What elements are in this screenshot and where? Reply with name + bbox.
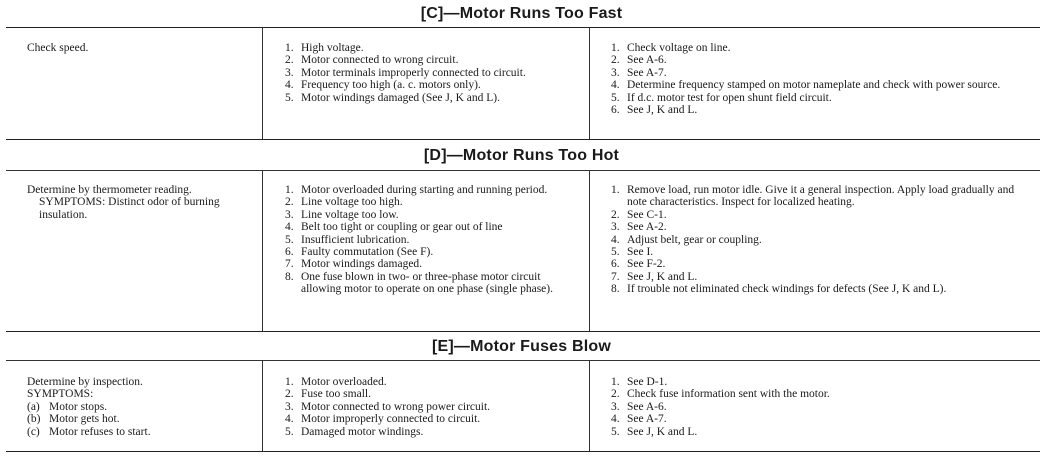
list-item <box>611 376 1026 388</box>
item-text: See A-6. <box>627 54 667 67</box>
item-number: 2. <box>611 54 620 67</box>
item-text: Belt too tight or coupling or gear out of line <box>301 221 503 234</box>
section-d-title-rule <box>6 170 1040 171</box>
causes-list <box>285 42 580 104</box>
item-number: 5. <box>611 91 620 104</box>
list-item <box>611 79 1026 91</box>
item-number: 6. <box>285 246 294 259</box>
item-text: Adjust belt, gear or coupling. <box>627 233 762 246</box>
item-number: 7. <box>611 270 620 283</box>
item-text: See J, K and L. <box>627 425 698 438</box>
item-number: 4. <box>285 413 294 426</box>
item-number: 2. <box>611 388 620 401</box>
item-number: 3. <box>611 221 620 234</box>
section-e-remedies-cell <box>611 376 1026 438</box>
section-d-causes-cell <box>285 184 580 296</box>
list-item <box>285 79 580 91</box>
section-c-top-rule <box>6 27 1040 28</box>
column-divider <box>262 28 263 139</box>
section-d-top-rule <box>6 139 1040 140</box>
list-item <box>285 67 580 79</box>
list-item <box>611 258 1026 270</box>
item-number: 8. <box>611 283 620 296</box>
item-number: 6. <box>611 258 620 271</box>
symptoms-text: SYMPTOMS: Distinct odor of burning insulation. <box>39 196 220 221</box>
item-number: 3. <box>285 66 294 79</box>
list-item <box>611 221 1026 233</box>
item-text: If d.c. motor test for open shunt field circuit. <box>627 91 832 104</box>
item-text: Motor windings damaged (See J, K and L). <box>301 91 500 104</box>
section-d-remedies-cell <box>611 184 1026 296</box>
item-number: 2. <box>611 208 620 221</box>
item-number: 3. <box>611 66 620 79</box>
remedies-list <box>611 42 1026 116</box>
list-item <box>611 426 1026 438</box>
section-c-remedies-cell <box>611 42 1026 116</box>
item-text: See A-2. <box>627 221 667 234</box>
remedies-list <box>611 184 1026 296</box>
item-text: Motor connected to wrong circuit. <box>301 54 459 67</box>
item-text: Motor windings damaged. <box>301 258 423 271</box>
list-item <box>611 413 1026 425</box>
item-text: Check fuse information sent with the motor. <box>627 388 830 401</box>
item-text: See A-7. <box>627 66 667 79</box>
item-number: 1. <box>285 42 294 54</box>
list-item <box>611 92 1026 104</box>
item-number: 5. <box>285 425 294 438</box>
item-text: See F-2. <box>627 258 666 271</box>
item-number: 5. <box>611 425 620 438</box>
list-item <box>285 271 580 296</box>
item-number: 3. <box>285 208 294 221</box>
item-number: 4. <box>611 413 620 426</box>
list-item <box>285 401 580 413</box>
list-item <box>285 246 580 258</box>
item-number: 4. <box>611 233 620 246</box>
item-text: See A-6. <box>627 400 667 413</box>
section-d-title: [D]—Motor Runs Too Hot <box>423 147 620 164</box>
item-text: Motor gets hot. <box>49 413 120 426</box>
item-number: (b) <box>27 413 41 426</box>
item-number: 5. <box>285 233 294 246</box>
item-number: 7. <box>285 258 294 271</box>
section-e-title: [E]—Motor Fuses Blow <box>431 338 612 355</box>
list-item <box>285 413 580 425</box>
check-text: Check speed. <box>27 42 89 54</box>
list-item <box>611 209 1026 221</box>
item-number: 5. <box>611 246 620 259</box>
list-item <box>611 42 1026 54</box>
section-e-check-cell <box>27 376 257 438</box>
item-number: 1. <box>285 184 294 196</box>
column-divider <box>262 361 263 451</box>
list-item <box>611 54 1026 66</box>
list-item <box>285 388 580 400</box>
item-number: 2. <box>285 54 294 67</box>
item-number: (a) <box>27 400 40 413</box>
item-text: See D-1. <box>627 376 668 388</box>
item-number: 8. <box>285 270 294 283</box>
item-number: (c) <box>27 425 40 438</box>
item-text: If trouble not eliminated check windings for defects (See J, K and L). <box>627 283 947 296</box>
item-text: See A-7. <box>627 413 667 426</box>
list-item <box>285 196 580 208</box>
item-text: See C-1. <box>627 208 667 221</box>
item-number: 4. <box>285 79 294 92</box>
list-item <box>611 234 1026 246</box>
list-item <box>611 184 1026 209</box>
item-text: Fuse too small. <box>301 388 371 401</box>
item-text: See I. <box>627 246 654 259</box>
check-text: Determine by inspection. <box>27 376 143 388</box>
list-item <box>285 234 580 246</box>
symptom-item <box>27 413 257 425</box>
item-text: Motor improperly connected to circuit. <box>301 413 481 426</box>
item-text: Frequency too high (a. c. motors only). <box>301 79 481 92</box>
item-text: Line voltage too low. <box>301 208 399 221</box>
symptoms-label: SYMPTOMS: <box>27 388 94 401</box>
section-c-check-cell <box>27 42 252 54</box>
item-number: 1. <box>611 376 620 388</box>
list-item <box>611 271 1026 283</box>
item-text: Motor refuses to start. <box>49 425 151 438</box>
column-divider <box>589 361 590 451</box>
item-text: See J, K and L. <box>627 270 698 283</box>
list-item <box>611 283 1026 295</box>
item-number: 2. <box>285 388 294 401</box>
symptom-item <box>27 426 257 438</box>
item-text: Line voltage too high. <box>301 196 403 209</box>
item-number: 3. <box>611 400 620 413</box>
symptom-item <box>27 401 257 413</box>
causes-list <box>285 376 580 438</box>
section-d-check-cell <box>27 184 257 221</box>
item-number: 1. <box>285 376 294 388</box>
item-number: 4. <box>611 79 620 92</box>
item-number: 4. <box>285 221 294 234</box>
item-number: 6. <box>611 104 620 117</box>
column-divider <box>589 28 590 139</box>
item-text: Motor overloaded. <box>301 376 387 388</box>
section-e-title-rule <box>6 360 1040 361</box>
item-text: Determine frequency stamped on motor nameplate and check with power source. <box>627 79 1001 92</box>
list-item <box>285 426 580 438</box>
check-text: Determine by thermometer reading. <box>27 184 192 196</box>
item-text: One fuse blown in two- or three-phase motor circuit allowing motor to operate on one phase (single phase). <box>301 270 553 296</box>
list-item <box>611 104 1026 116</box>
section-e-causes-cell <box>285 376 580 438</box>
item-text: High voltage. <box>301 42 364 54</box>
item-number: 1. <box>611 184 620 196</box>
list-item <box>285 54 580 66</box>
item-number: 2. <box>285 196 294 209</box>
list-item <box>611 401 1026 413</box>
list-item <box>611 67 1026 79</box>
item-number: 5. <box>285 91 294 104</box>
item-text: Damaged motor windings. <box>301 425 424 438</box>
column-divider <box>589 171 590 331</box>
list-item <box>285 209 580 221</box>
item-number: 1. <box>611 42 620 54</box>
section-e-top-rule <box>6 331 1040 332</box>
item-text: Motor terminals improperly connected to circuit. <box>301 66 526 79</box>
section-e-bottom-rule <box>6 451 1040 452</box>
section-c-causes-cell <box>285 42 580 104</box>
list-item <box>611 246 1026 258</box>
section-c-title: [C]—Motor Runs Too Fast <box>420 5 623 22</box>
item-text: See J, K and L. <box>627 104 698 117</box>
list-item <box>285 184 580 196</box>
list-item <box>285 42 580 54</box>
list-item <box>285 221 580 233</box>
list-item <box>285 92 580 104</box>
item-text: Insufficient lubrication. <box>301 233 410 246</box>
remedies-list <box>611 376 1026 438</box>
item-text: Faulty commutation (See F). <box>301 246 434 259</box>
list-item <box>285 258 580 270</box>
item-text: Motor connected to wrong power circuit. <box>301 400 491 413</box>
item-number: 3. <box>285 400 294 413</box>
list-item <box>611 388 1026 400</box>
item-text: Motor overloaded during starting and running period. <box>301 184 548 196</box>
causes-list <box>285 184 580 296</box>
column-divider <box>262 171 263 331</box>
item-text: Remove load, run motor idle. Give it a general inspection. Apply load gradually and note characteristics. Inspect for localized heating. <box>627 184 1015 209</box>
list-item <box>285 376 580 388</box>
item-text: Motor stops. <box>49 400 108 413</box>
item-text: Check voltage on line. <box>627 42 731 54</box>
